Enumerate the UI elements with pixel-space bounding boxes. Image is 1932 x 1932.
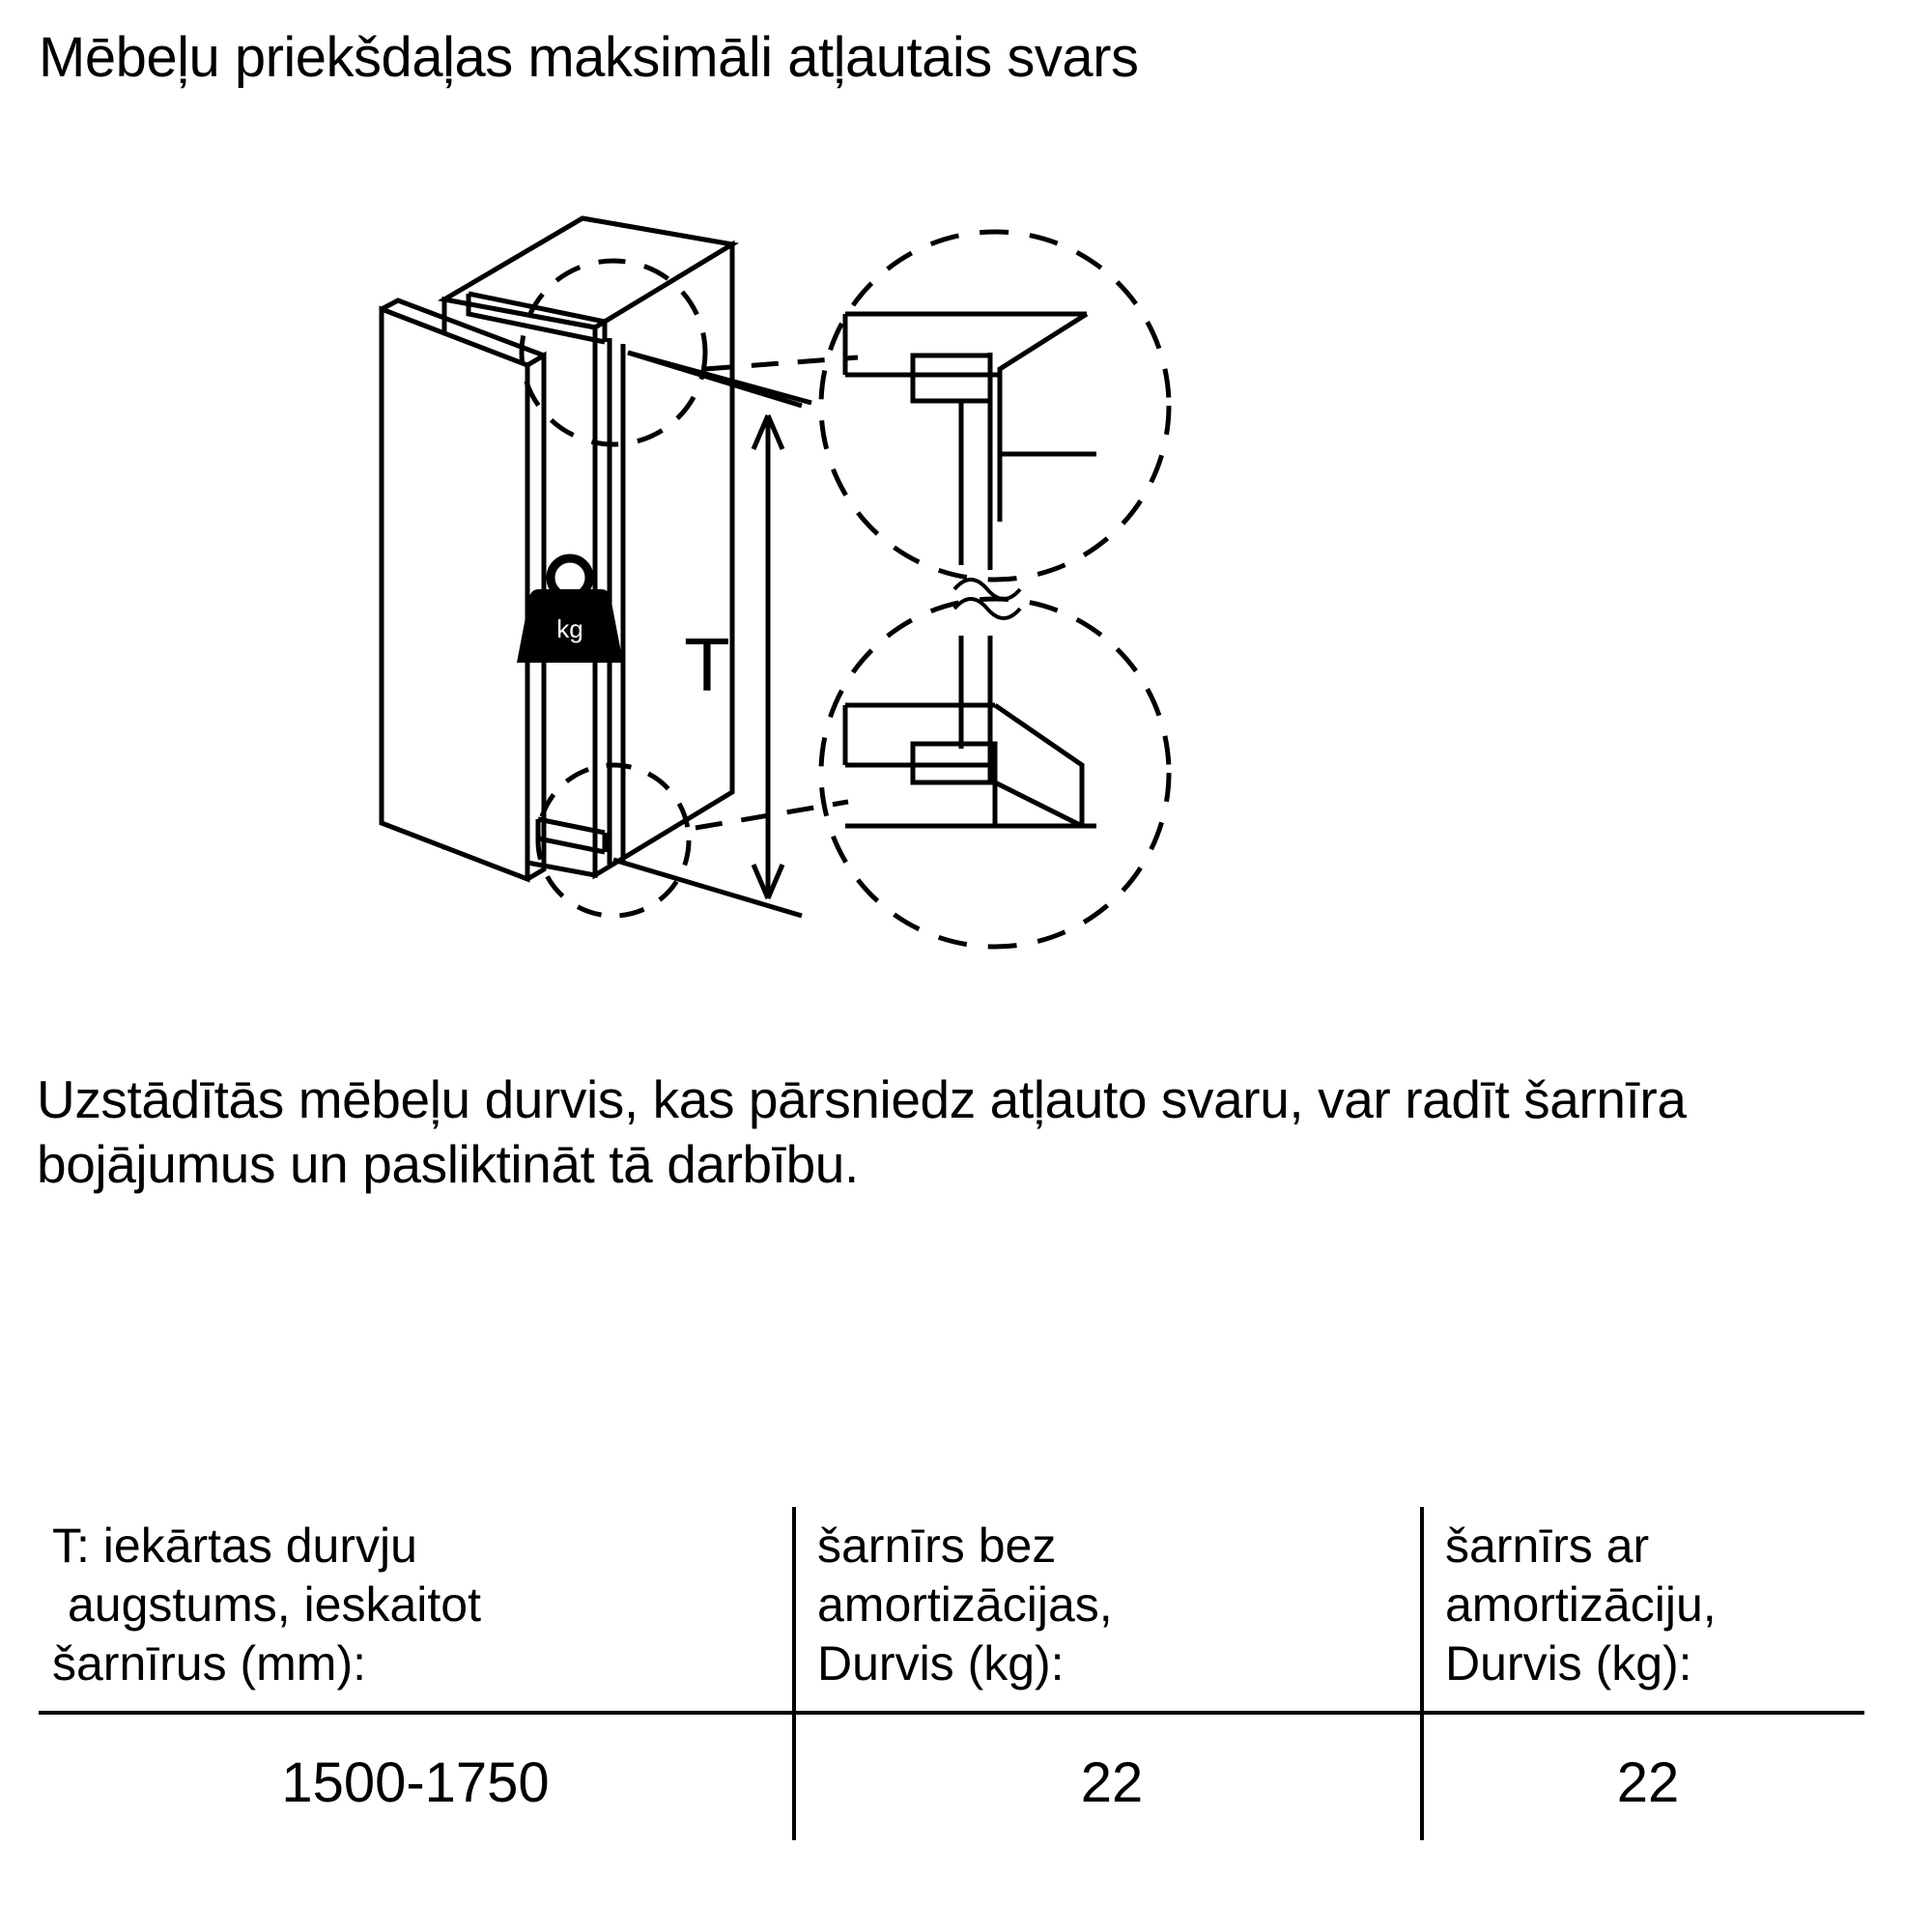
cell-hinge-without-damping: 22 [792,1715,1420,1840]
header-col2-line2: amortizācijas, [817,1577,1113,1632]
cell-hinge-with-damping: 22 [1420,1715,1864,1840]
warning-text: Uzstādītās mēbeļu durvis, kas pārsniedz atļauto svaru, var radīt šarnīra bojājumus un pasliktināt tā darbību. [37,1069,1687,1195]
weight-icon-label: kg [556,614,583,643]
header-col1-line3: šarnīrus (mm): [52,1636,366,1690]
table-header-hinge-with-damping [1420,1507,1864,1711]
diagram-svg [29,116,1478,1043]
table-header-height [39,1507,792,1711]
table-header-row [39,1507,1874,1711]
header-col2-line1: šarnīrs bez [817,1519,1057,1573]
specification-table [39,1507,1874,1840]
appliance-diagram [29,116,1478,1043]
header-col3-line3: Durvis (kg): [1445,1636,1692,1690]
table-header-hinge-without-damping [792,1507,1420,1711]
cell-height-range: 1500-1750 [281,1750,550,1814]
header-col3-line1: šarnīrs ar [1445,1519,1650,1573]
header-col3-line2: amortizāciju, [1445,1577,1717,1632]
header-col1-line2: augstums, ieskaitot [68,1577,481,1632]
header-col1-line1: T: iekārtas durvju [52,1519,417,1573]
table-row [39,1715,1874,1840]
page-title: Mēbeļu priekšdaļas maksimāli atļautais svars [39,26,1139,89]
header-col2-line3: Durvis (kg): [817,1636,1065,1690]
dimension-label-t: T [684,622,730,707]
